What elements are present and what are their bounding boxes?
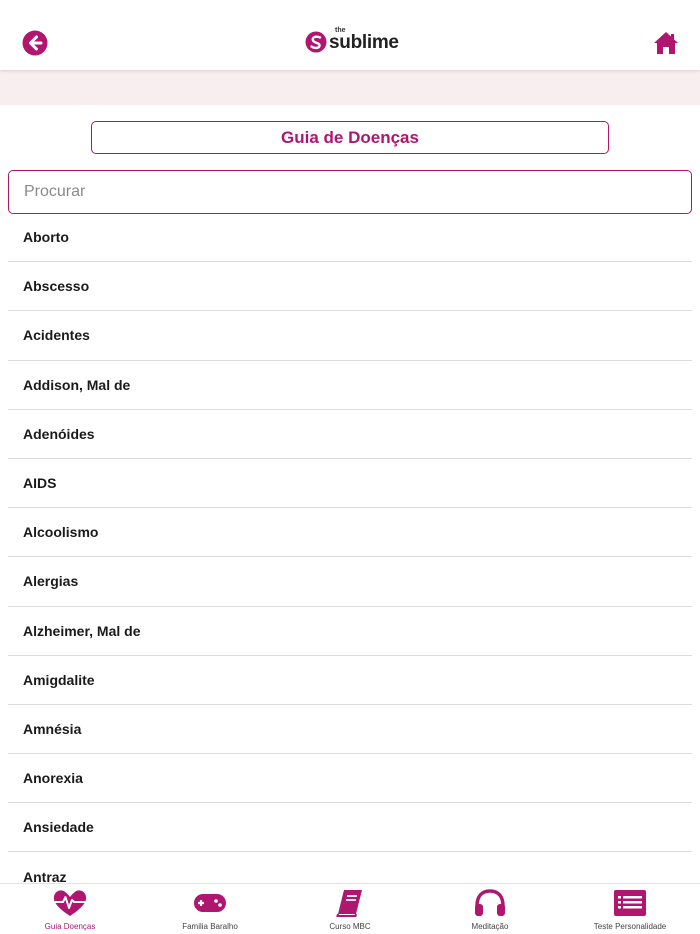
tab-list[interactable] (560, 884, 700, 934)
tab-book[interactable] (280, 884, 420, 934)
list-item[interactable] (8, 459, 692, 508)
list-item[interactable] (8, 361, 692, 410)
list-item[interactable] (8, 656, 692, 705)
list-item-label: Acidentes (23, 327, 90, 344)
list-item[interactable] (8, 262, 692, 311)
search-input[interactable] (8, 170, 692, 214)
list-item-label: Alcoolismo (23, 524, 99, 541)
logo-word: sublime (329, 32, 399, 53)
headphones-icon (472, 888, 508, 918)
back-arrow-icon[interactable] (22, 30, 48, 56)
list-item-label: Adenóides (23, 425, 95, 442)
heart-pulse-icon (52, 888, 88, 918)
page-title-box (91, 121, 609, 154)
list-item[interactable] (8, 213, 692, 262)
list-icon (612, 888, 648, 918)
gamepad-icon (192, 888, 228, 918)
list-item[interactable] (8, 803, 692, 852)
list-item-label: Anorexia (23, 770, 83, 787)
list-item[interactable] (8, 607, 692, 656)
list-item[interactable] (8, 754, 692, 803)
page-title: Guia de Doenças (281, 127, 419, 147)
list-item-label: Aborto (23, 229, 69, 246)
list-item-label: AIDS (23, 475, 57, 492)
list-item[interactable] (8, 410, 692, 459)
top-bar (0, 0, 700, 70)
home-icon[interactable] (653, 31, 679, 55)
list-item[interactable] (8, 311, 692, 360)
list-item-label: Amnésia (23, 720, 82, 737)
list-item-label: Amigdalite (23, 671, 95, 688)
list-item-label: Antraz (23, 868, 67, 883)
list-item-label: Alergias (23, 573, 79, 590)
disease-list (8, 213, 692, 883)
tab-label: Curso MBC (329, 922, 371, 931)
sublime-logo (305, 29, 397, 55)
tab-label: Familia Baralho (182, 922, 238, 931)
list-item[interactable] (8, 557, 692, 606)
book-icon (332, 888, 368, 918)
logo-mark-icon (305, 31, 327, 53)
tab-headphones[interactable] (420, 884, 560, 934)
bottom-tab-bar (0, 883, 700, 934)
tab-label: Teste Personalidade (593, 922, 667, 931)
list-item[interactable] (8, 852, 692, 883)
tab-heart-pulse[interactable] (0, 884, 140, 934)
header-band (0, 70, 700, 105)
list-item[interactable] (8, 508, 692, 557)
tab-gamepad[interactable] (140, 884, 280, 934)
list-item-label: Addison, Mal de (23, 376, 131, 393)
list-item-label: Abscesso (23, 278, 90, 295)
tab-label: Guia Doenças (44, 922, 96, 931)
logo-small-text: the (335, 27, 346, 34)
list-item-label: Ansiedade (23, 819, 94, 836)
tab-label: Meditação (471, 922, 509, 931)
list-item[interactable] (8, 705, 692, 754)
list-item-label: Alzheimer, Mal de (23, 622, 141, 639)
